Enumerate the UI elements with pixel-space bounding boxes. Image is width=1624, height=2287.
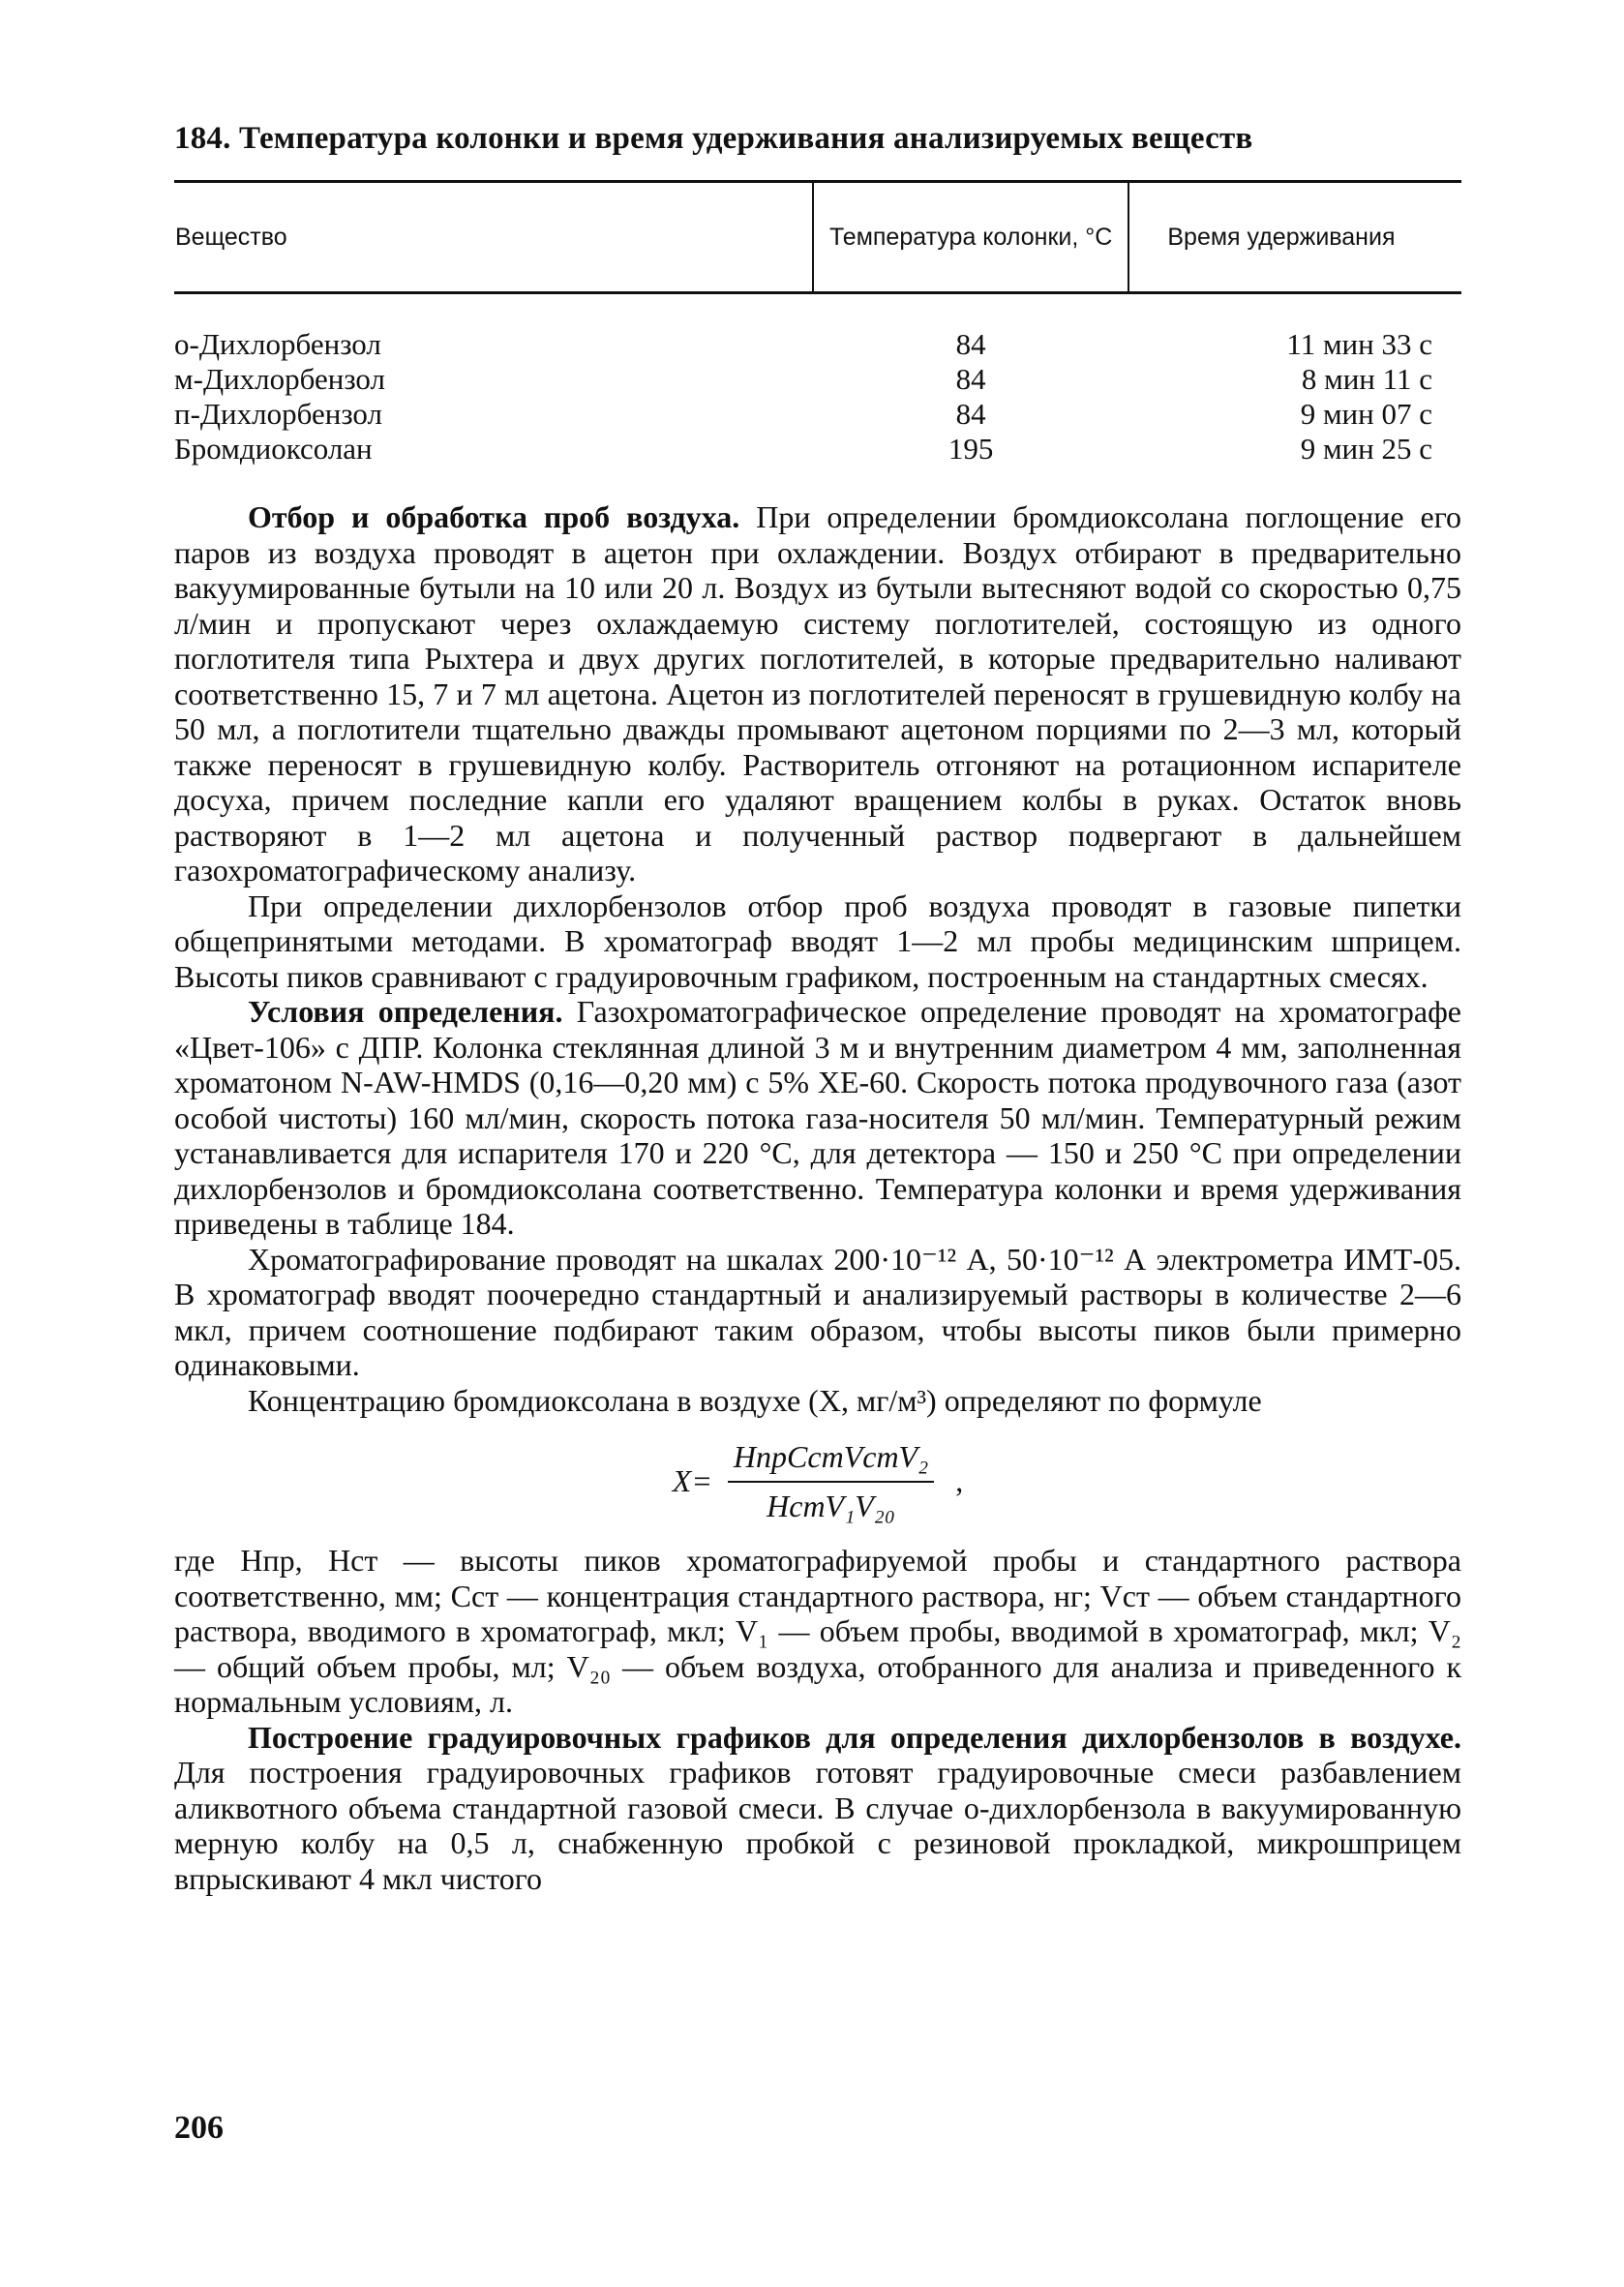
body-text [174,499,1461,1896]
paragraph-where [174,1543,1461,1720]
paragraph-calibration [174,1720,1461,1897]
table-row [174,293,1461,363]
paragraph-sampling [174,499,1461,888]
cell-substance: п-Дихлорбензол [174,397,382,431]
table-caption: 184. Температура колонки и время удерживания анализируемых веществ [174,121,1253,156]
cell-retention: 9 мин 25 с [1300,432,1432,466]
formula-numerator: HпрCстVстV₂ [728,1439,934,1483]
concentration-text: Концентрацию бромдиоксолана в воздухе (X, мг/м³) определяют по формуле [248,1382,1262,1418]
cell-retention: 8 мин 11 с [1301,362,1432,396]
formula-denominator: HстV₁V₂₀ [767,1488,896,1523]
table-header-row [174,182,1461,293]
header-column-temperature: Температура колонки, °С [813,182,1128,293]
header-retention-time: Время удерживания [1128,182,1461,293]
table-row [174,432,1461,466]
paragraph-chromatography [174,1242,1461,1383]
page-number: 206 [174,2110,224,2146]
sampling-heading: Отбор и обработка проб воздуха. [248,499,740,534]
cell-temperature: 195 [947,432,994,466]
sampling-text: При определении бромдиоксолана поглощение его паров из воздуха проводят в ацетон при охлаждении. Воздух отбирают в предварительно вакуумированные бутыли на 10 или 20 л. Воздух из бутыли вытесняют водой со скоростью 0,75 л/мин и пропускают через охлаждаемую систему поглотителей, состоящую из одного поглотителя типа Рыхтера и двух других поглотителей, в которые предварительно наливают соответственно 15, 7 и 7 мл ацетона. Ацетон из поглотителей переносят в грушевидную колбу на 50 мл, а поглотители тщательно дважды промывают ацетоном порциями по 2—3 мл, который также переносят в грушевидную колбу. Растворитель отгоняют на ротационном испарителе досуха, причем последние капли его удаляют вращением колбы в руках. Остаток вновь растворяют в 1—2 мл ацетона и полученный раствор подвергают в дальнейшем газохроматографическому анализу. [174,499,1462,888]
cell-temperature: 84 [955,327,986,361]
formula-lhs: X= [672,1463,712,1499]
table-row [174,362,1461,397]
chromatography-text: Хроматографирование проводят на шкалах 200·10⁻¹² А, 50·10⁻¹² А электрометра ИМТ-05. В хроматограф вводят поочередно стандартный и анализируемый растворы в количестве 2—6 мкл, причем соотношение подбирают таким образом, чтобы высоты пиков были примерно одинаковыми. [174,1241,1461,1382]
retention-table [174,180,1461,466]
formula-fraction [728,1439,934,1523]
calibration-text: Для построения градуировочных графиков готовят градуировочные смеси разбавлением аликвотного объема стандартной газовой смеси. В случае о-дихлорбензола в вакуумированную мерную колбу на 0,5 л, снабженную пробкой с резиновой прокладкой, микрошприцем впрыскивают 4 мкл чистого [174,1755,1461,1896]
document-page [174,121,1461,1896]
conditions-text: Газохроматографическое определение проводят на хроматографе «Цвет-106» с ДПР. Колонка стеклянная длиной 3 м и внутренним диаметром 4 мм, заполненная хроматоном N-AW-HMDS (0,16—0,20 мм) с 5% XE-60. Скорость потока продувочного газа (азот особой чистоты) 160 мл/мин, скорость потока газа-носителя 50 мл/мин. Температурный режим устанавливается для испарителя 170 и 220 °С, для детектора — 150 и 250 °С при определении дихлорбензолов и бромдиоксолана соответственно. Температура колонки и время удерживания приведены в таблице 184. [174,994,1462,1241]
cell-substance: Бромдиоксолан [174,432,373,466]
formula-trail: , [955,1463,964,1499]
cell-retention: 11 мин 33 с [1286,327,1432,361]
paragraph-conditions [174,994,1461,1242]
concentration-formula [174,1439,1461,1523]
calibration-heading: Построение градуировочных графиков для определения дихлорбензолов в воздухе. [248,1719,1461,1755]
conditions-heading: Условия определения. [248,994,563,1029]
table-row [174,397,1461,432]
cell-substance: о-Дихлорбензол [174,327,381,361]
cell-substance: м-Дихлорбензол [174,362,385,396]
dichloro-text: При определении дихлорбензолов отбор проб воздуха проводят в газовые пипетки общепринятыми методами. В хроматограф вводят 1—2 мл пробы медицинским шприцем. Высоты пиков сравнивают с градуировочным графиком, построенным на стандартных смесях. [174,888,1461,994]
paragraph-dichloro [174,888,1461,995]
cell-temperature: 84 [955,397,986,431]
header-substance: Вещество [174,182,813,293]
cell-retention: 9 мин 07 с [1300,397,1432,431]
where-text: где Hпр, Hст — высоты пиков хроматографируемой пробы и стандартного раствора соответственно, мм; Cст — концентрация стандартного раствора, нг; Vст — объем стандартного раствора, вводимого в хроматограф, мкл; V₁ — объем пробы, вводимой в хроматограф, мкл; V₂ — общий объем пробы, мл; V₂₀ — объем воздуха, отобранного для анализа и приведенного к нормальным условиям, л. [174,1543,1461,1719]
paragraph-concentration [174,1383,1461,1419]
cell-temperature: 84 [955,362,986,396]
